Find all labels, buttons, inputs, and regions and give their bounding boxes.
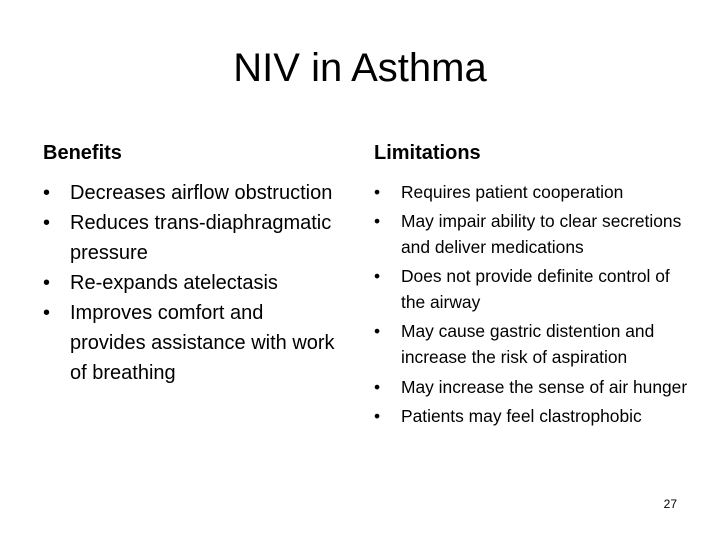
benefit-item: • Improves comfort and provides assistance with work of breathing	[43, 298, 343, 388]
limitation-item: • May cause gastric distention and increase the risk of aspiration	[374, 319, 694, 371]
benefits-heading: Benefits	[43, 142, 122, 164]
limitations-column	[374, 138, 694, 433]
limitation-item: • Patients may feel clastrophobic	[374, 404, 694, 430]
slide-title: NIV in Asthma	[233, 46, 487, 90]
page-number: 27	[663, 497, 677, 511]
benefits-column	[43, 138, 343, 388]
benefit-item: • Re-expands atelectasis	[43, 268, 343, 298]
limitation-item: • Does not provide definite control of the airway	[374, 264, 694, 316]
limitation-item: • Requires patient cooperation	[374, 180, 694, 206]
limitations-list	[374, 180, 694, 430]
limitation-item: • May impair ability to clear secretions and deliver medications	[374, 209, 694, 261]
benefit-item: • Reduces trans-diaphragmatic pressure	[43, 208, 343, 268]
benefits-list	[43, 178, 343, 388]
limitation-item: • May increase the sense of air hunger	[374, 375, 694, 401]
benefit-item: • Decreases airflow obstruction	[43, 178, 343, 208]
limitations-heading: Limitations	[374, 142, 481, 164]
